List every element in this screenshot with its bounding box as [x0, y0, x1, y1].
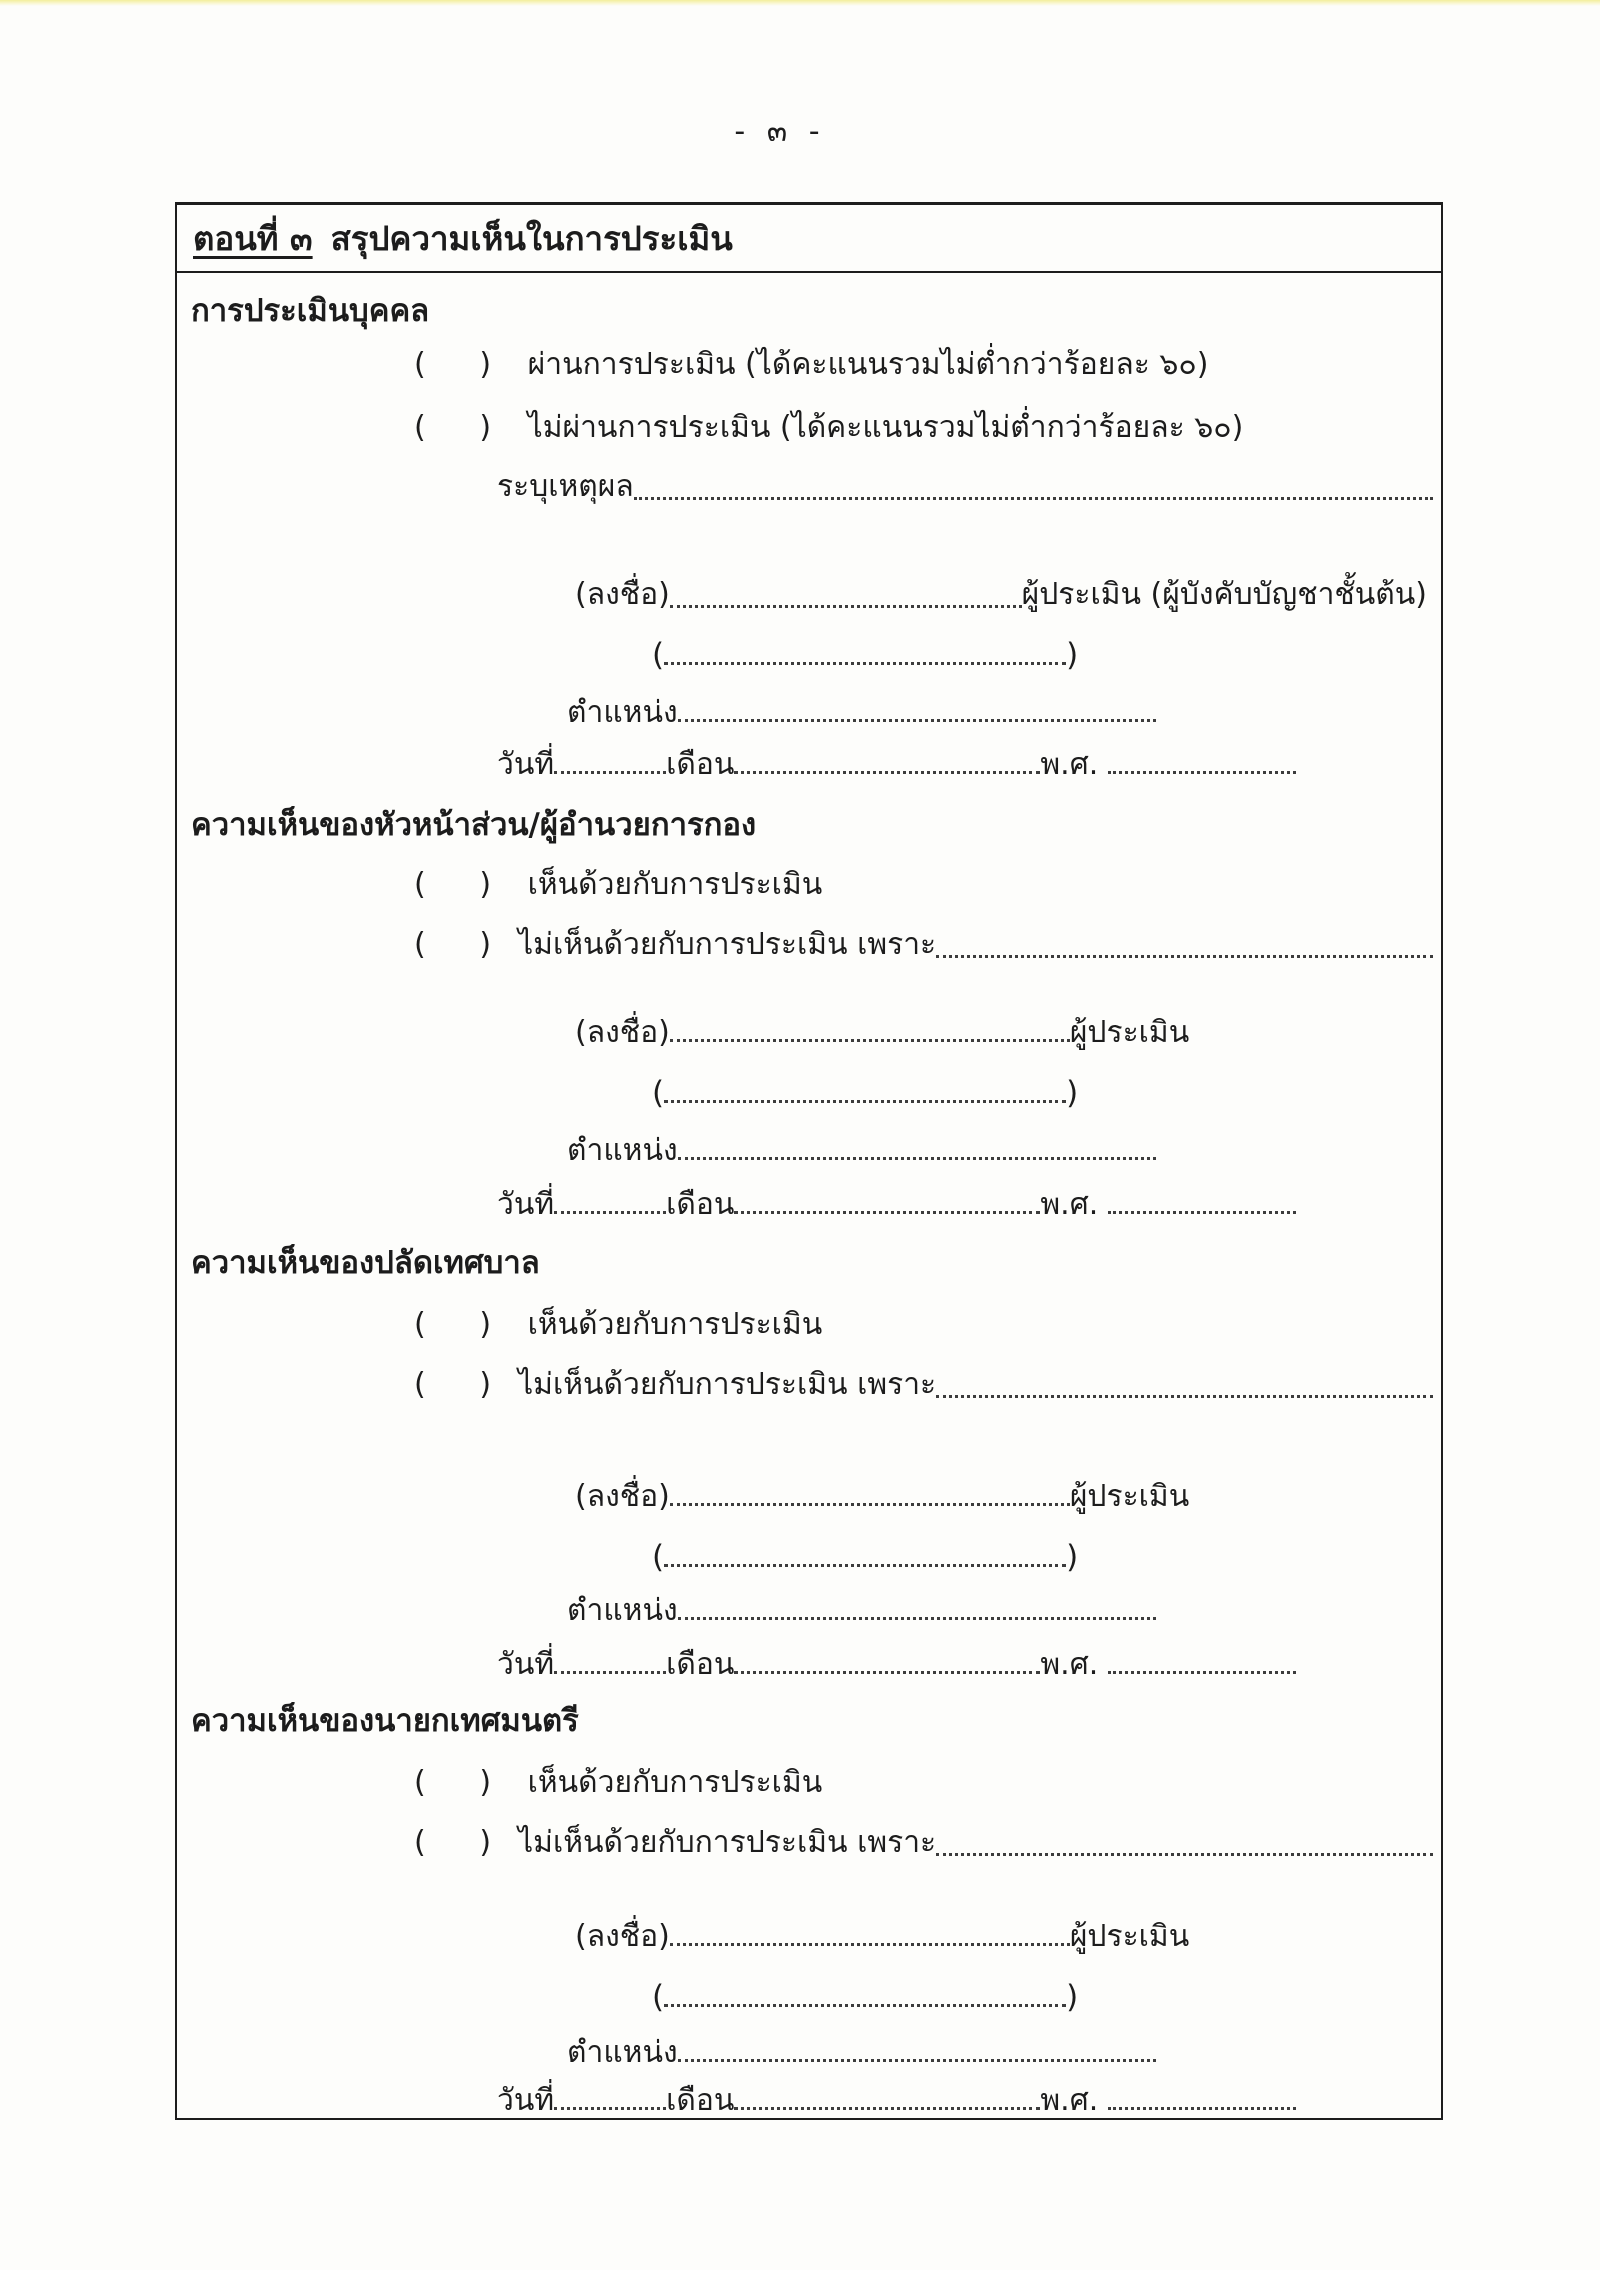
paren-close: ) — [1066, 637, 1079, 673]
date-era-label: พ.ศ. — [1040, 1647, 1099, 1682]
option-agree-label: เห็นด้วยกับการประเมิน — [527, 867, 823, 902]
part-label: ตอนที่ ๓ — [193, 218, 313, 258]
position-row — [567, 691, 1156, 735]
date-day-label: วันที่ — [497, 747, 555, 782]
signature-field[interactable] — [670, 1943, 1070, 1946]
reason-label: ระบุเหตุผล — [497, 469, 634, 504]
paren-open: ( — [652, 1075, 665, 1111]
option-disagree-label: ไม่เห็นด้วยกับการประเมิน เพราะ — [518, 927, 937, 962]
date-day-label: วันที่ — [497, 1187, 555, 1222]
date-year-field[interactable] — [1108, 771, 1296, 774]
position-field[interactable] — [678, 2059, 1156, 2062]
disagree-reason-field[interactable] — [936, 1395, 1433, 1398]
date-day-field[interactable] — [554, 771, 666, 774]
signature-row — [575, 1915, 1189, 1959]
paren-close: ) — [1066, 1979, 1079, 2015]
part3-title-box — [175, 202, 1443, 273]
option-disagree-row — [414, 923, 1433, 967]
date-day-field[interactable] — [554, 2107, 666, 2110]
reason-field[interactable] — [634, 497, 1433, 500]
position-label: ตำแหน่ง — [567, 2035, 678, 2070]
evaluator-label: ผู้ประเมิน (ผู้บังคับบัญชาชั้นต้น) — [1021, 577, 1427, 612]
position-row — [567, 1129, 1156, 1173]
evaluator-name-row — [652, 1535, 1078, 1579]
page-number: - ๓ - — [734, 114, 826, 149]
disagree-reason-field[interactable] — [936, 955, 1433, 958]
evaluation-summary-box — [175, 273, 1443, 2120]
checkbox-disagree[interactable]: ( ) — [414, 927, 493, 962]
paren-close: ) — [1066, 1539, 1079, 1575]
date-month-label: เดือน — [666, 1647, 735, 1682]
scan-artifact-strip — [0, 0, 1600, 6]
date-era-label: พ.ศ. — [1040, 2083, 1099, 2118]
evaluator-name-field[interactable] — [664, 1100, 1066, 1103]
signature-field[interactable] — [670, 1039, 1070, 1042]
option-agree-label: เห็นด้วยกับการประเมิน — [527, 1307, 823, 1342]
date-month-field[interactable] — [734, 1671, 1040, 1674]
date-year-field[interactable] — [1108, 2107, 1296, 2110]
section-heading-municipal-clerk: ความเห็นของปลัดเทศบาล — [191, 1245, 540, 1281]
signature-field[interactable] — [670, 1503, 1070, 1506]
signature-row — [575, 573, 1427, 617]
evaluator-name-field[interactable] — [664, 1564, 1066, 1567]
option-agree-label: เห็นด้วยกับการประเมิน — [527, 1765, 823, 1800]
position-label: ตำแหน่ง — [567, 695, 678, 730]
position-field[interactable] — [678, 1157, 1156, 1160]
position-field[interactable] — [678, 719, 1156, 722]
section-heading-personal-evaluation: การประเมินบุคคล — [191, 293, 430, 329]
option-agree-row — [414, 1303, 822, 1347]
option-agree-row — [414, 863, 822, 907]
evaluator-name-row — [652, 1071, 1078, 1115]
position-field[interactable] — [678, 1617, 1156, 1620]
reason-row — [497, 465, 1433, 509]
date-day-label: วันที่ — [497, 2083, 555, 2118]
signature-label: (ลงชื่อ) — [575, 1015, 670, 1050]
checkbox-agree[interactable]: ( ) — [414, 1307, 493, 1342]
date-row — [497, 1643, 1296, 1687]
date-year-field[interactable] — [1108, 1211, 1296, 1214]
signature-label: (ลงชื่อ) — [575, 577, 670, 612]
signature-row — [575, 1011, 1189, 1055]
option-disagree-label: ไม่เห็นด้วยกับการประเมิน เพราะ — [518, 1367, 937, 1402]
option-pass-label: ผ่านการประเมิน (ได้คะแนนรวมไม่ต่ำกว่าร้อยละ ๖๐) — [527, 347, 1209, 382]
option-fail-label: ไม่ผ่านการประเมิน (ได้คะแนนรวมไม่ต่ำกว่าร้อยละ ๖๐) — [527, 410, 1244, 445]
date-month-field[interactable] — [734, 771, 1040, 774]
date-month-label: เดือน — [666, 2083, 735, 2118]
page-title: สรุปความเห็นในการประเมิน — [330, 218, 733, 258]
checkbox-agree[interactable]: ( ) — [414, 1765, 493, 1800]
date-day-field[interactable] — [554, 1671, 666, 1674]
date-month-field[interactable] — [734, 2107, 1040, 2110]
evaluator-label: ผู้ประเมิน — [1069, 1479, 1190, 1514]
date-month-label: เดือน — [666, 747, 735, 782]
evaluator-name-row — [652, 633, 1078, 677]
paren-open: ( — [652, 1539, 665, 1575]
checkbox-fail[interactable]: ( ) — [414, 410, 493, 445]
paren-open: ( — [652, 1979, 665, 2015]
evaluator-label: ผู้ประเมิน — [1069, 1919, 1190, 1954]
position-row — [567, 1589, 1156, 1633]
signature-row — [575, 1475, 1189, 1519]
evaluator-name-field[interactable] — [664, 662, 1066, 665]
checkbox-disagree[interactable]: ( ) — [414, 1825, 493, 1860]
date-era-label: พ.ศ. — [1040, 747, 1099, 782]
option-disagree-row — [414, 1821, 1433, 1865]
signature-label: (ลงชื่อ) — [575, 1479, 670, 1514]
checkbox-pass[interactable]: ( ) — [414, 347, 493, 382]
date-era-label: พ.ศ. — [1040, 1187, 1099, 1222]
section-heading-mayor: ความเห็นของนายกเทศมนตรี — [191, 1703, 579, 1739]
evaluator-name-field[interactable] — [664, 2004, 1066, 2007]
date-row — [497, 2079, 1296, 2123]
date-month-field[interactable] — [734, 1211, 1040, 1214]
date-row — [497, 743, 1296, 787]
date-day-label: วันที่ — [497, 1647, 555, 1682]
position-label: ตำแหน่ง — [567, 1133, 678, 1168]
date-month-label: เดือน — [666, 1187, 735, 1222]
option-disagree-row — [414, 1363, 1433, 1407]
date-year-field[interactable] — [1108, 1671, 1296, 1674]
signature-label: (ลงชื่อ) — [575, 1919, 670, 1954]
paren-open: ( — [652, 637, 665, 673]
checkbox-agree[interactable]: ( ) — [414, 867, 493, 902]
paren-close: ) — [1066, 1075, 1079, 1111]
option-disagree-label: ไม่เห็นด้วยกับการประเมิน เพราะ — [518, 1825, 937, 1860]
section-heading-division-head: ความเห็นของหัวหน้าส่วน/ผู้อำนวยการกอง — [191, 807, 757, 843]
option-fail-row — [414, 406, 1243, 450]
position-label: ตำแหน่ง — [567, 1593, 678, 1628]
evaluator-label: ผู้ประเมิน — [1069, 1015, 1190, 1050]
checkbox-disagree[interactable]: ( ) — [414, 1367, 493, 1402]
date-day-field[interactable] — [554, 1211, 666, 1214]
signature-field[interactable] — [670, 605, 1022, 608]
position-row — [567, 2031, 1156, 2075]
option-pass-row — [414, 343, 1208, 387]
date-row — [497, 1183, 1296, 1227]
evaluator-name-row — [652, 1975, 1078, 2019]
option-agree-row — [414, 1761, 822, 1805]
disagree-reason-field[interactable] — [936, 1853, 1433, 1856]
